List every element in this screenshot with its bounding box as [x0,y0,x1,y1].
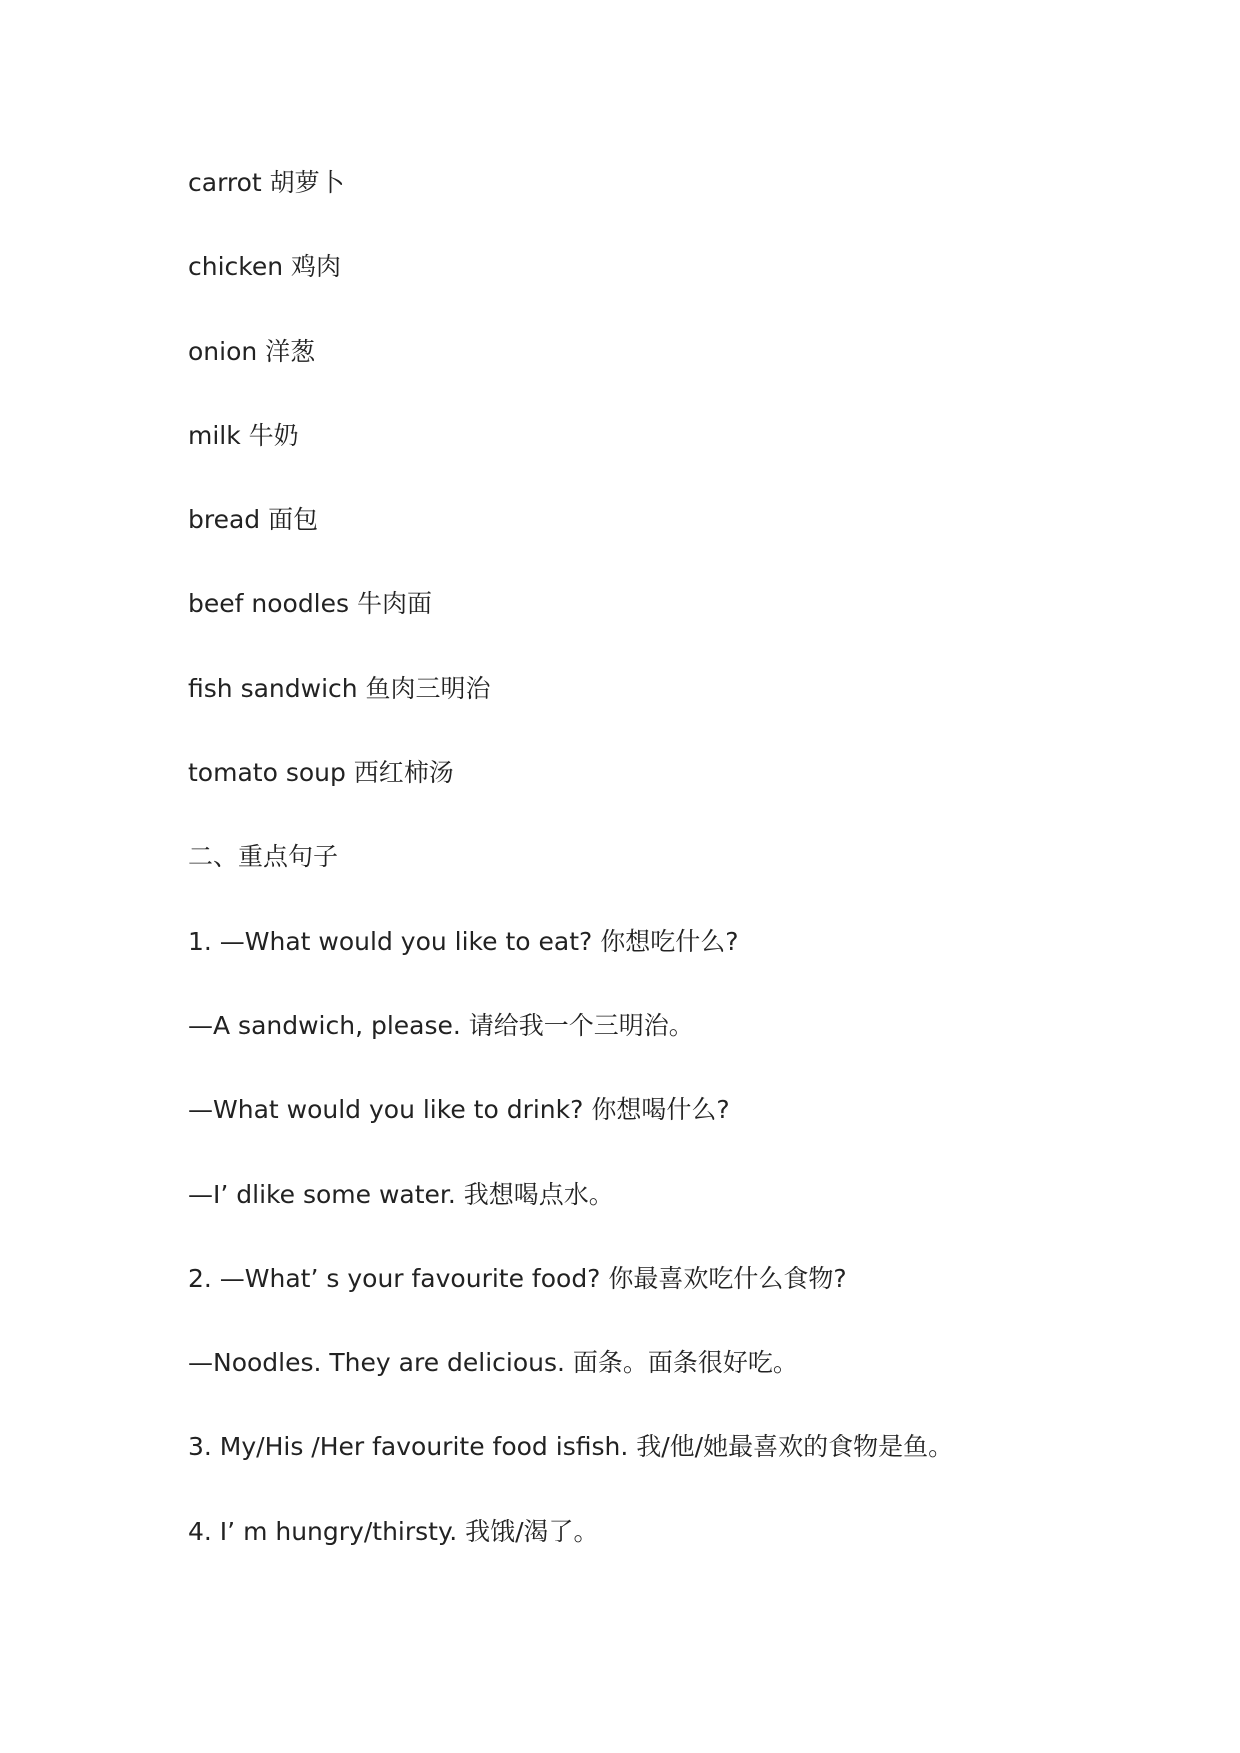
sentence-1-answer-water: —I’ dlike some water. 我想喝点水。 [188,1179,614,1209]
sentence-4-hungry-thirsty: 4. I’ m hungry/thirsty. 我饿/渴了。 [188,1516,599,1546]
vocab-bread: bread 面包 [188,505,319,535]
vocab-carrot: carrot 胡萝卜 [188,168,345,197]
sentence-1-question-drink: —What would you like to drink? 你想喝什么? [188,1095,730,1125]
vocab-onion: onion 洋葱 [188,336,316,366]
sentence-3-favourite-food-fish: 3. My/His /Her favourite food isfish. 我/他/她最喜欢的食物是鱼。 [188,1432,954,1462]
vocab-beef-noodles: beef noodles 牛肉面 [188,589,432,619]
vocab-tomato-soup: tomato soup 西红柿汤 [188,758,454,788]
section-heading-key-sentences: 二、重点句子 [188,842,339,872]
document-body [188,159,1128,1592]
sentence-1-answer-sandwich: —A sandwich, please. 请给我一个三明治。 [188,1010,694,1040]
sentence-2-answer-noodles: —Noodles. They are delicious. 面条。面条很好吃。 [188,1348,798,1378]
sentence-2-question-favourite-food: 2. —What’ s your favourite food? 你最喜欢吃什么食物? [188,1263,847,1293]
vocab-milk: milk 牛奶 [188,420,299,450]
sentence-1-question-eat: 1. —What would you like to eat? 你想吃什么? [188,926,739,956]
vocab-fish-sandwich: fish sandwich 鱼肉三明治 [188,673,491,703]
vocab-chicken: chicken 鸡肉 [188,252,342,282]
